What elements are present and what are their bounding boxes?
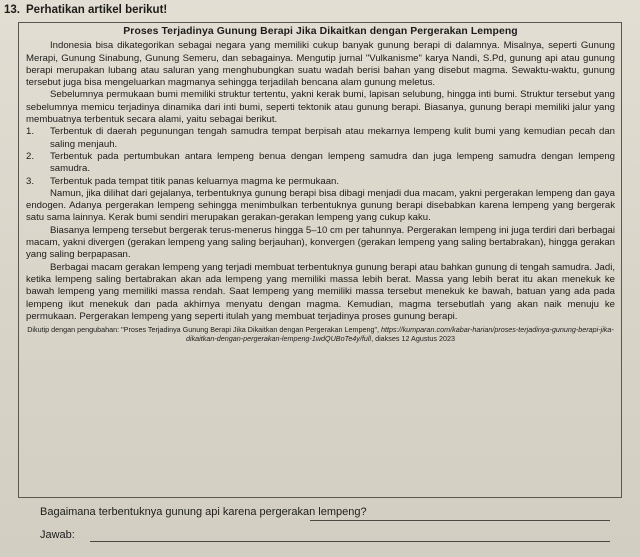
list-item-text: Terbentuk di daerah pegunungan tengah samudra tempat berpisah atau mekarnya lempeng kulit bumi yang kemudian pecah dan saling menjauh. (50, 126, 615, 150)
source-citation-accessed: , diakses 12 Agustus 2023 (371, 334, 456, 344)
article-paragraph-2: Sebelumnya permukaan bumi memiliki struktur tertentu, yakni kerak bumi, lapisan selubung, hingga inti bumi. Struktur tersebut yang sebelumnya memicu terjadinya dinamika dari inti bumi, seperti tektonik atau gunung berapi. Biasanya, gunung berapi memiliki jalur yang membuatnya terbentuk secara alami, yaitu sebagai berikut. (26, 89, 615, 126)
question-intro: Perhatikan artikel berikut! (26, 4, 168, 16)
list-item (26, 151, 615, 176)
prompt-question: Bagaimana terbentuknya gunung api karena pergerakan lempeng? (40, 506, 367, 518)
article-box (18, 22, 622, 498)
list-item-text: Terbentuk pada tempat titik panas keluarnya magma ke permukaan. (50, 175, 340, 187)
source-citation (26, 325, 615, 343)
source-citation-url: https://kumparan.com/kabar-harian/proses-terjadinya-gunung-berapi-jika-dikaitkan-dengan-pergerakan-lempeng-1wdQUBoTe4y/full (185, 325, 614, 344)
answer-line (310, 519, 610, 521)
answer-line (90, 540, 610, 542)
source-citation-text: Dikutip dengan pengubahan: "Proses Terjadinya Gunung Berapi Jika Dikaitkan dengan Pergerakan Lempeng", (27, 325, 381, 335)
list-item-number: 1. (26, 126, 35, 138)
article-paragraph-4: Biasanya lempeng tersebut bergerak terus-menerus hingga 5–10 cm per tahunnya. Pergerakan lempeng ini juga terdiri dari berbagai macam, yakni divergen (gerakan lempeng yang saling berjauhan), konvergen (gerakan lempeng yang saling bertabrakan), hingga gerakan yang saling berpapasan. (26, 224, 615, 261)
answer-label: Jawab: (40, 529, 75, 541)
article-title: Proses Terjadinya Gunung Berapi Jika Dikaitkan dengan Pergerakan Lempeng (123, 26, 518, 37)
article-paragraph-5: Berbagai macam gerakan lempeng yang terjadi membuat terbentuknya gunung berapi atau bahkan gunung di tengah samudra. Jadi, ketika lempeng saling bertabrakan akan ada lempeng yang memiliki massa lebih berat. Massa yang lebih berat itu akan menekuk ke bawah lempeng yang memiliki massa rendah. Saat lempeng yang memiliki massa tersebut menekuk ke bawah, batuan yang ada pada lempeng ikut menekuk dan pada akhirnya menyatu dengan magma. Kemudian, magma tersebutlah yang akan naik menuju ke permukaan. Pergerakan lempeng yang seperti itulah yang membuat terjadinya proses gunung berapi. (26, 261, 615, 322)
list-item-text: Terbentuk pada pertumbukan antara lempeng benua dengan lempeng samudra dan juga lempeng samudra dengan lempeng samudra. (50, 150, 615, 175)
article-paragraph-3: Namun, jika dilihat dari gejalanya, terbentuknya gunung berapi bisa dibagi menjadi dua macam, yakni pergerakan lempeng dan gaya endogen. Adanya pergerakan lempeng sehingga menimbulkan terbentuknya gunung berapi disebabkan karena lempeng yang bergerak satu sama lainnya. Kerak bumi sendiri merupakan gerakan-gerakan lempeng yang cukup kaku. (26, 187, 615, 224)
list-item-number: 2. (26, 150, 35, 162)
article-paragraph-1: Indonesia bisa dikategorikan sebagai negara yang memiliki cukup banyak gunung berapi di dalamnya. Misalnya, seperti Gunung Merapi, Gunung Sinabung, Gunung Semeru, dan sebagainya. Mengutip jurnal "Vulkanisme" karya Nandi, S.Pd, gunung api atau gunung berapi merupakan lubang atau saluran yang menghubungkan suatu wadah berisi bahan yang disebut magma. Sewaktu-waktu, gunung tersebut juga bisa mengeluarkan magmanya sehingga terjadilah bencana alam gunung meletus. (26, 40, 615, 89)
list-item (26, 176, 615, 188)
question-number: 13. (4, 4, 20, 16)
list-item-number: 3. (26, 175, 35, 187)
formation-list (26, 126, 615, 187)
list-item (26, 126, 615, 151)
